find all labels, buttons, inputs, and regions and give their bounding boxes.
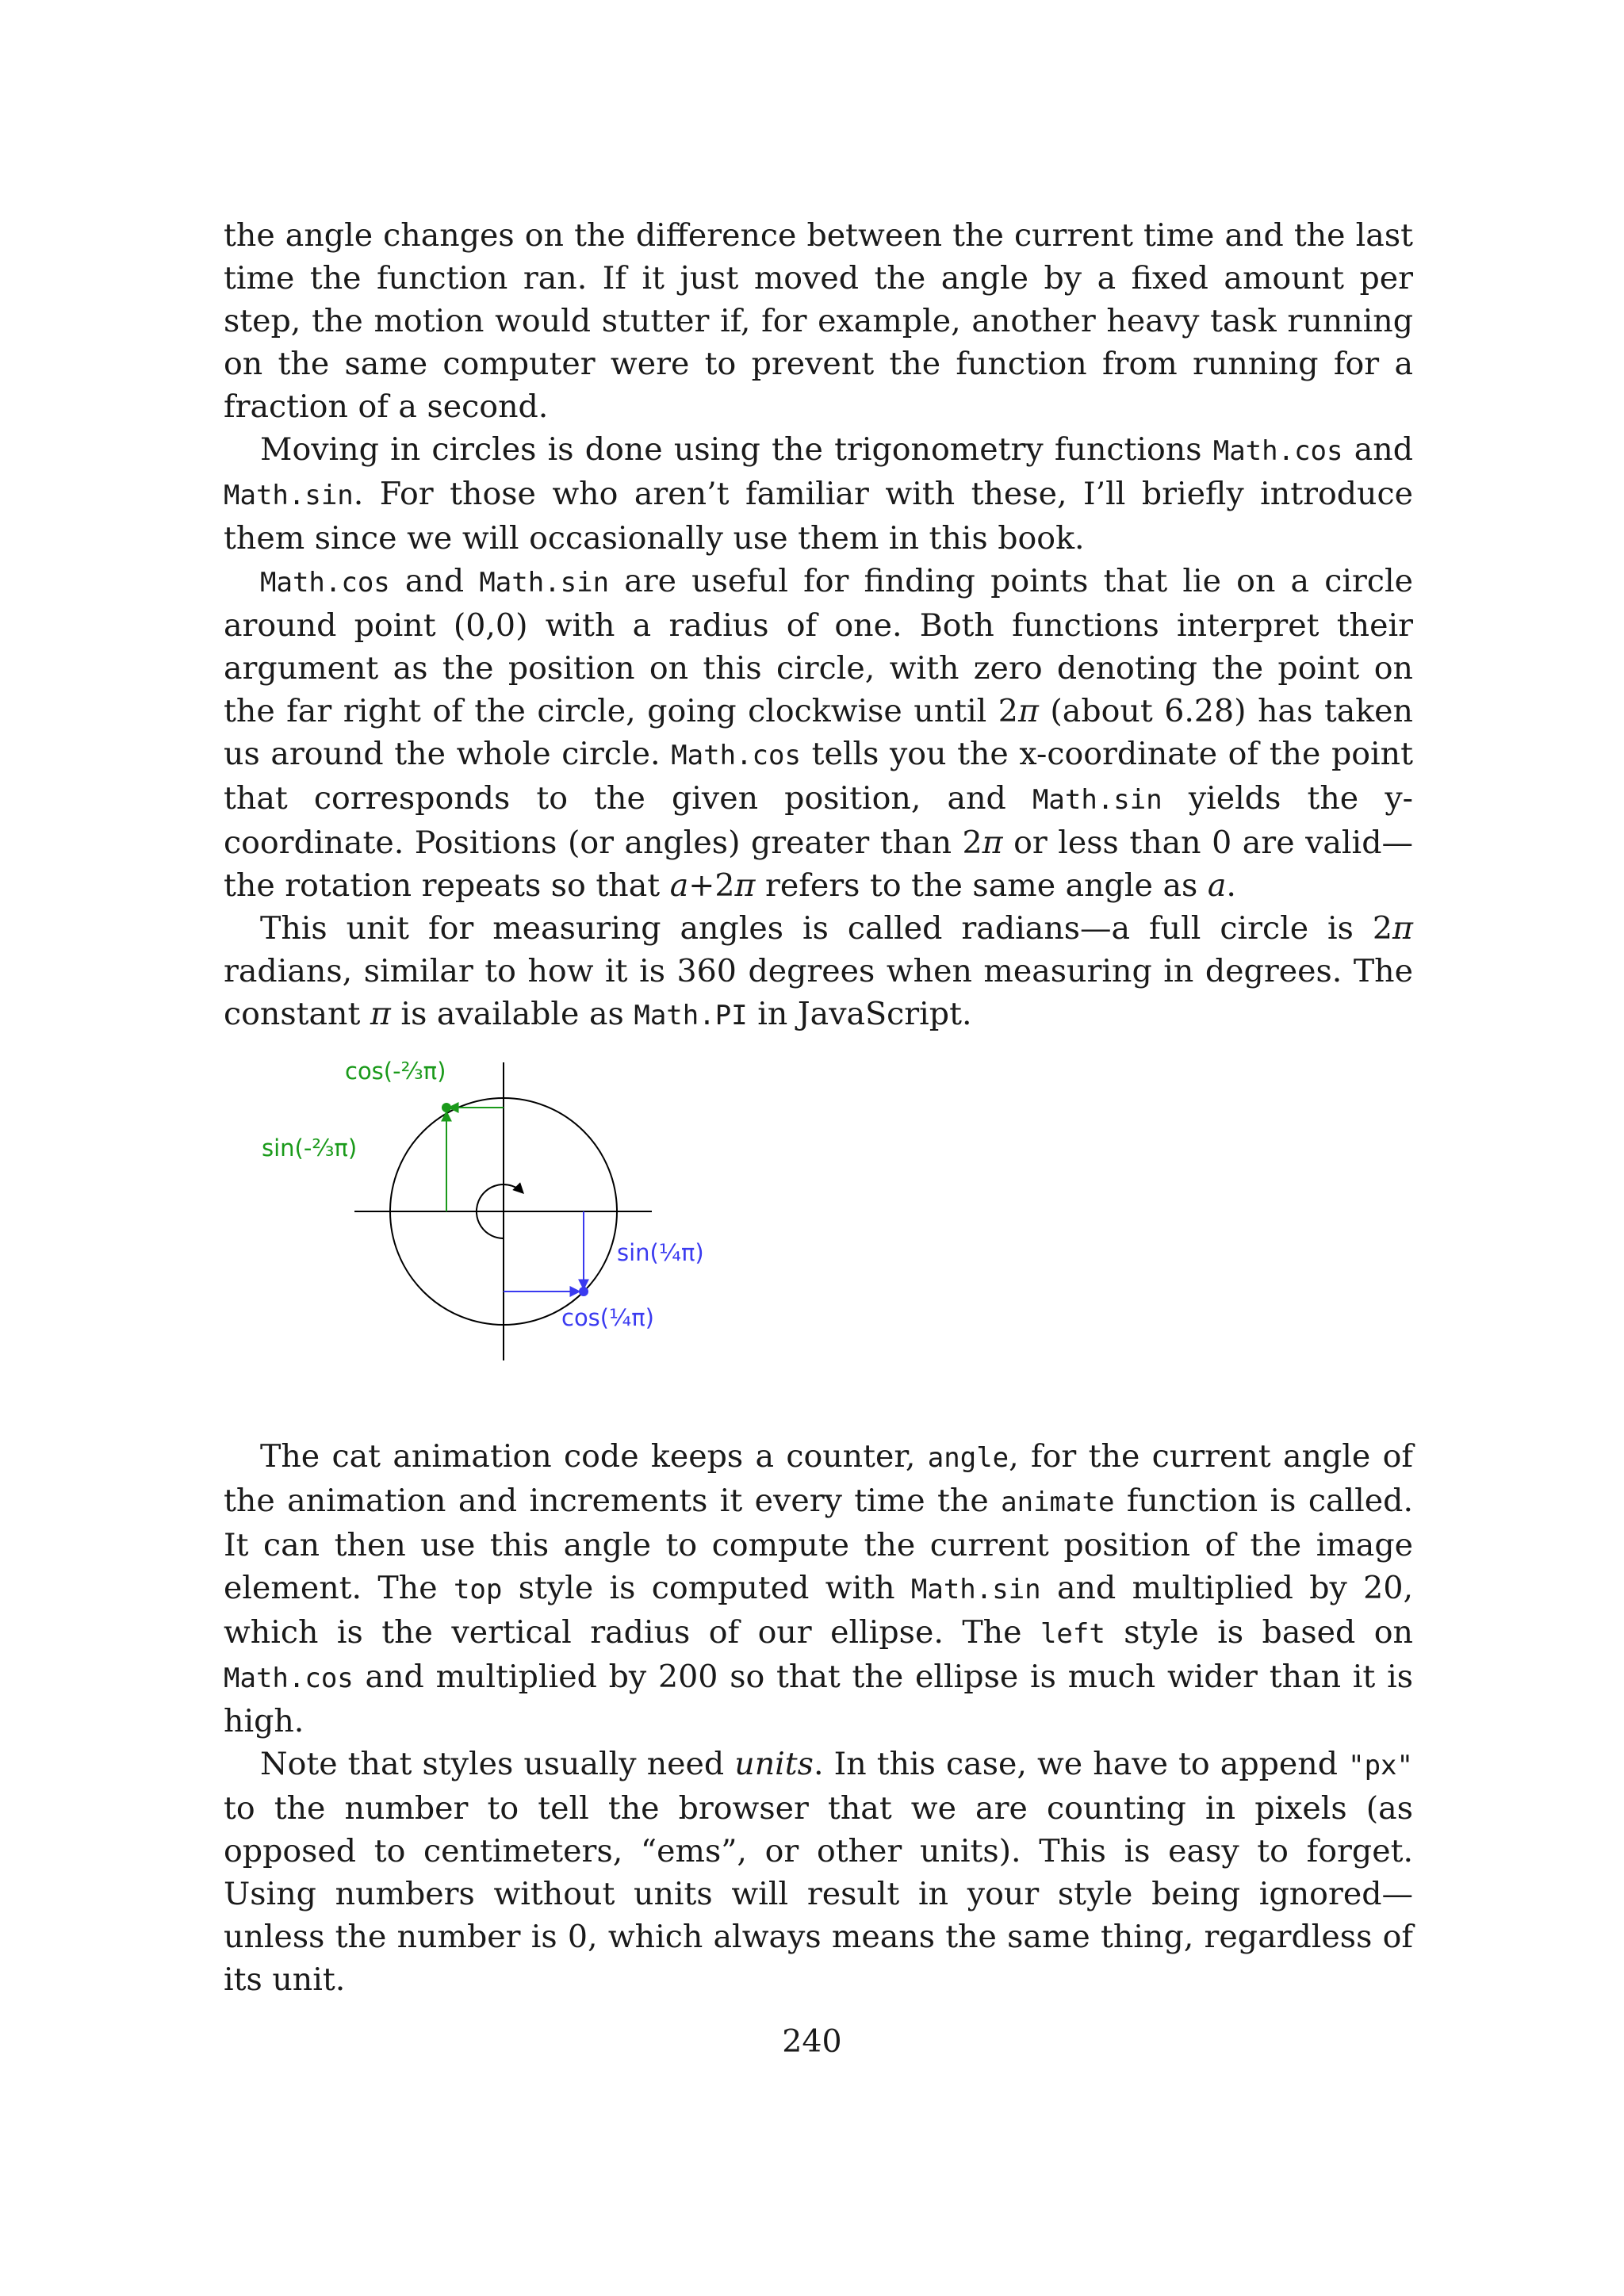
inline-code: Math.PI xyxy=(634,1000,748,1031)
inline-code: Math.cos xyxy=(260,567,390,599)
inline-code: Math.sin xyxy=(224,480,354,511)
unit-circle-figure xyxy=(224,1056,1413,1421)
inline-code: Math.sin xyxy=(910,1574,1041,1605)
inline-code: Math.cos xyxy=(1212,435,1343,467)
inline-code: angle xyxy=(927,1442,1009,1474)
paragraph-1: the angle changes on the difference between the current time and the last time the function ran. If it just moved the angle by a fixed amount per step, the motion would stutter if, for example, another heavy task running on the same computer were to prevent the function from running for a fraction of a second. xyxy=(224,217,1413,425)
inline-code: "px" xyxy=(1348,1750,1413,1781)
inline-code: Math.cos xyxy=(224,1663,354,1694)
paragraph-3: Math.cos and Math.sin are useful for finding points that lie on a circle around point (0,0) with a radius of one. Both functions interpret their argument as the position on this circle, with zero denoting the point on the far right of the circle, going clockwise until 2π (about 6.28) has taken us around the whole circle. Math.cos tells you the x-coordinate of the point that corresponds to the given position, and Math.sin yields the y-coordinate. Positions (or angles) greater than 2π or less than 0 are valid—the rotation repeats so that a+2π refers to the same angle as a. xyxy=(224,563,1413,904)
emphasis: units xyxy=(734,1746,814,1782)
label-cos-pos: cos(¼π) xyxy=(561,1304,654,1331)
paragraph-5: The cat animation code keeps a counter, angle, for the current angle of the animation and increments it every time the animate function is called. It can then use this angle to compute the current position of the image element. The top style is computed with Math.sin and multiplied by 20, which is the vertical radius of our ellipse. The left style is based on Math.cos and multiplied by 200 so that the ellipse is much wider than it is high. xyxy=(224,1438,1414,1739)
label-cos-neg: cos(-⅔π) xyxy=(345,1058,446,1085)
green-point xyxy=(442,1103,451,1112)
paragraph-2: Moving in circles is done using the trigonometry functions Math.cos and Math.sin. For those who aren’t familiar with these, I’ll briefly introduce them since we will occasionally use them in this book. xyxy=(224,431,1413,557)
math-symbol: π xyxy=(1017,693,1039,729)
math-symbol: π xyxy=(982,825,1003,861)
unit-circle-diagram xyxy=(224,1056,1413,1421)
paragraph-6: Note that styles usually need units. In this case, we have to append "px" to the number to tell the browser that we are counting in pixels (as opposed to centimeters, “ems”, or other units). This is easy to forget. Using numbers without units will result in your style being ignored—unless the number is 0, which always means the same thing, regardless of its unit. xyxy=(224,1746,1413,1998)
inline-code: left xyxy=(1040,1618,1105,1650)
inline-code: Math.sin xyxy=(479,567,610,599)
math-symbol: π xyxy=(734,867,756,904)
math-symbol: π xyxy=(370,996,391,1032)
page-number: 240 xyxy=(782,2023,842,2060)
blue-point xyxy=(579,1287,588,1296)
math-symbol: π xyxy=(1392,910,1413,947)
label-sin-pos: sin(¼π) xyxy=(617,1239,704,1266)
math-symbol: a xyxy=(1207,867,1227,904)
inline-code: animate xyxy=(1001,1487,1115,1518)
inline-code: Math.cos xyxy=(671,740,801,771)
page-body xyxy=(224,214,1413,2001)
paragraph-4: This unit for measuring angles is called radians—a full circle is 2π radians, similar to how it is 360 degrees when measuring in degrees. The constant π is available as Math.PI in JavaScript. xyxy=(224,910,1413,1032)
math-symbol: a xyxy=(669,867,689,904)
inline-code: top xyxy=(453,1574,503,1605)
inline-code: Math.sin xyxy=(1032,784,1162,816)
label-sin-neg: sin(-⅔π) xyxy=(262,1135,358,1161)
